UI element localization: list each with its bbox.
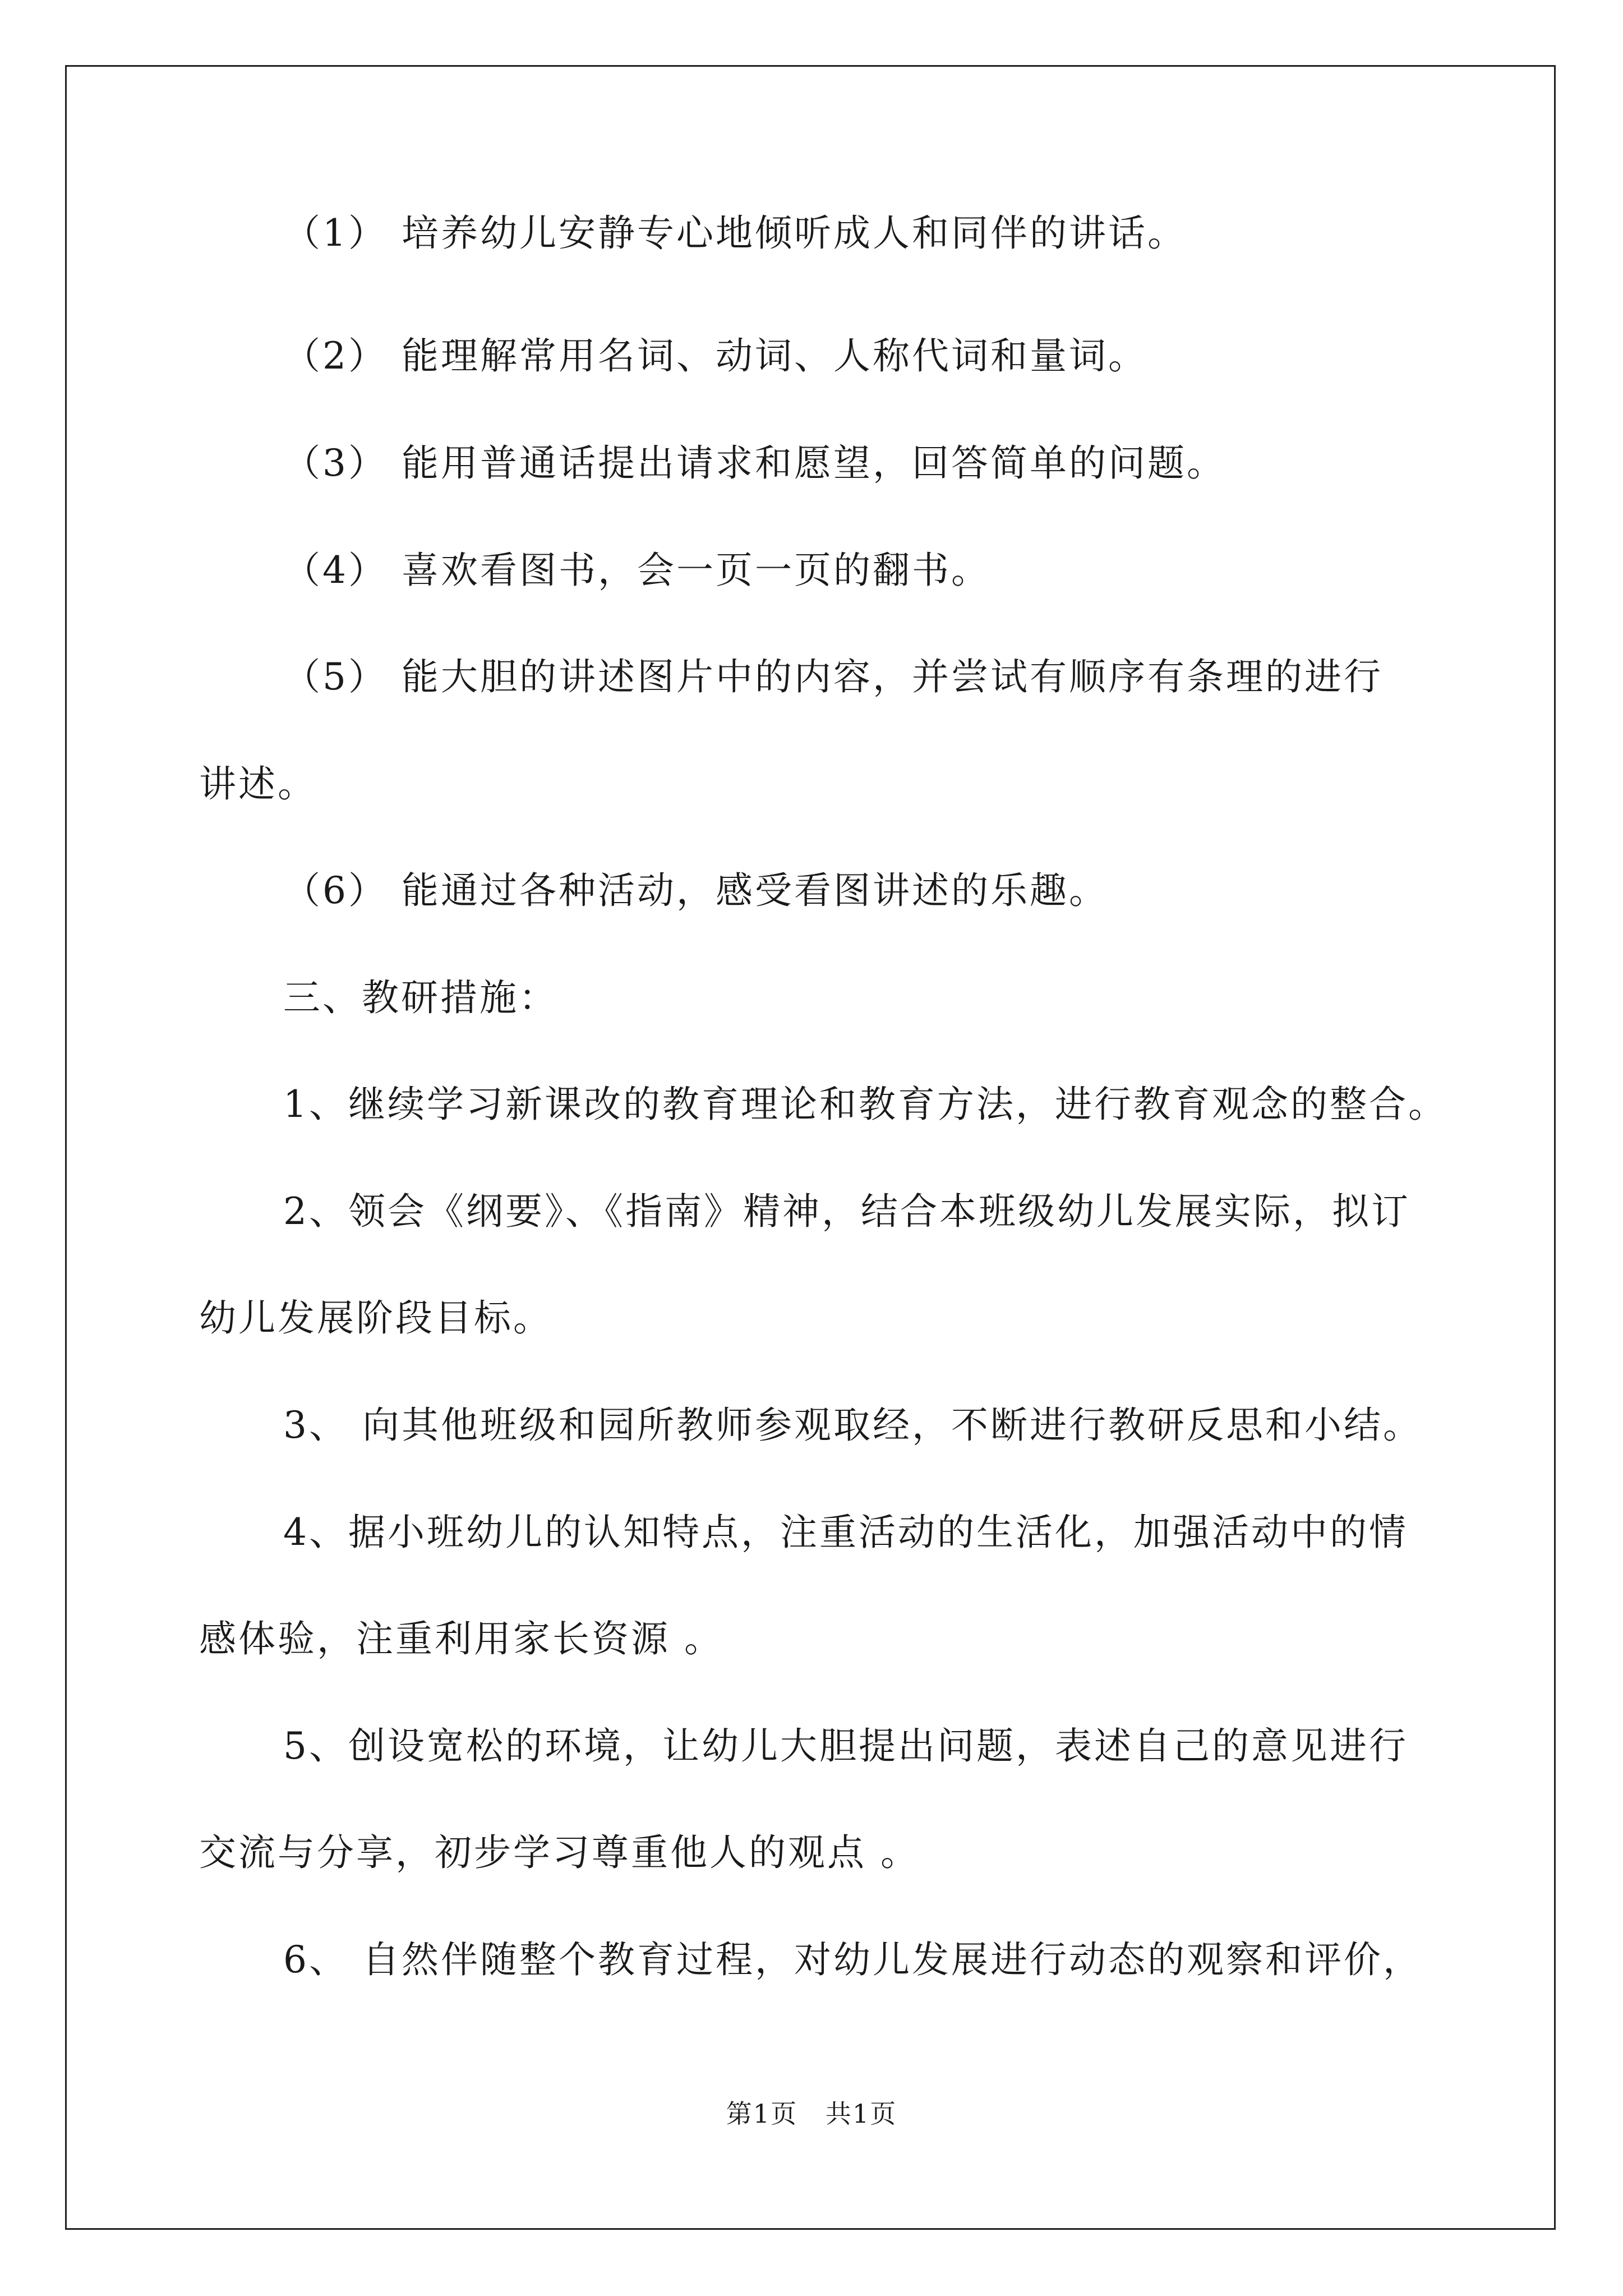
text-line: 3、 向其他班级和园所教师参观取经，不断进行教研反思和小结。 bbox=[283, 1404, 1422, 1447]
section-heading: 三、教研措施： bbox=[283, 976, 558, 1019]
page-number-footer: 第1页 共1页 bbox=[726, 2099, 897, 2129]
page-border bbox=[65, 65, 1556, 2230]
text-line: 1、继续学习新课改的教育理论和教育方法，进行教育观念的整合。 bbox=[283, 1083, 1447, 1126]
text-line: （5） 能大胆的讲述图片中的内容，并尝试有顺序有条理的进行 bbox=[283, 655, 1383, 698]
text-line: （6） 能通过各种活动，感受看图讲述的乐趣。 bbox=[283, 869, 1108, 912]
text-line: （2） 能理解常用名词、动词、人称代词和量词。 bbox=[283, 334, 1147, 378]
text-line: 讲述。 bbox=[199, 762, 317, 806]
text-line: 4、据小班幼儿的认知特点，注重活动的生活化，加强活动中的情 bbox=[283, 1511, 1408, 1554]
text-line: 6、 自然伴随整个教育过程，对幼儿发展进行动态的观察和评价， bbox=[283, 1938, 1422, 1981]
text-line: （3） 能用普通话提出请求和愿望，回答简单的问题。 bbox=[283, 441, 1226, 485]
text-line: 交流与分享，初步学习尊重他人的观点 。 bbox=[199, 1831, 920, 1874]
text-line: 5、创设宽松的环境，让幼儿大胆提出问题，表述自己的意见进行 bbox=[283, 1724, 1408, 1768]
text-line: 感体验，注重利用家长资源 。 bbox=[199, 1617, 723, 1660]
text-line: 2、领会《纲要》、《指南》精神，结合本班级幼儿发展实际，拟订 bbox=[283, 1190, 1410, 1233]
text-line: （1） 培养幼儿安静专心地倾听成人和同伴的讲话。 bbox=[283, 211, 1187, 255]
text-line: 幼儿发展阶段目标。 bbox=[199, 1296, 552, 1340]
text-line: （4） 喜欢看图书，会一页一页的翻书。 bbox=[283, 549, 990, 592]
